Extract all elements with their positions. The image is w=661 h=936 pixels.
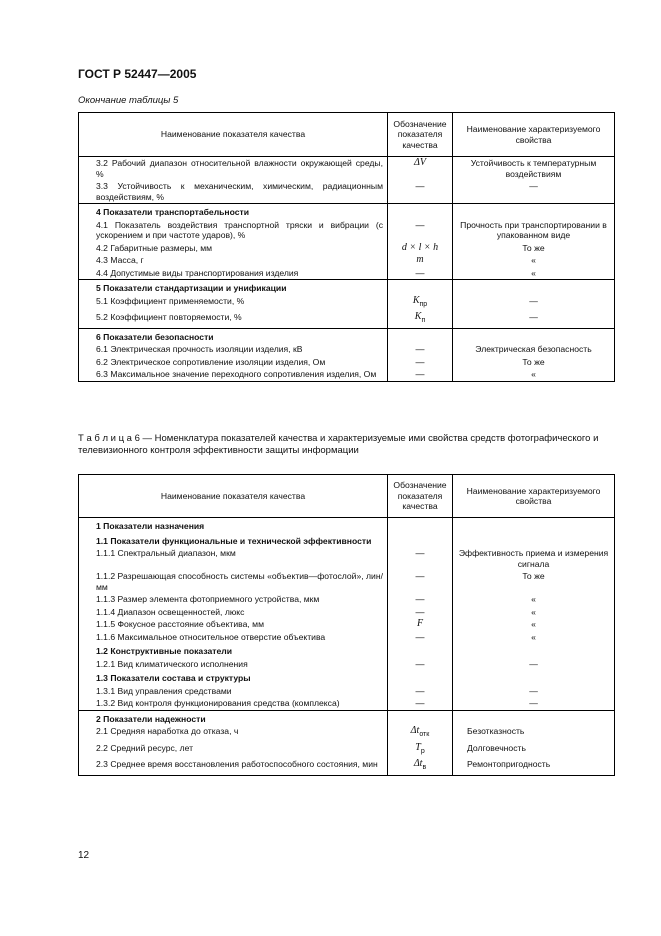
table-row [79, 518, 615, 533]
quality-indicator-name [79, 570, 388, 593]
quality-indicator-name [79, 280, 388, 295]
symbol-text: m [416, 254, 424, 265]
standard-number: ГОСТ Р 52447—2005 [78, 67, 197, 81]
indicator-symbol [388, 254, 453, 267]
table-row [79, 180, 615, 204]
indicator-text: 6.2 Электрическое сопротивление изоляции изделия, Ом [96, 356, 326, 367]
characterized-property [453, 643, 615, 658]
characterized-property: « [453, 368, 615, 381]
quality-indicator-name [79, 204, 388, 219]
indicator-text: 6.1 Электрическая прочность изоляции изделия, кВ [96, 344, 303, 354]
indicator-text: 2 Показатели надежности [96, 713, 206, 724]
indicator-symbol [388, 658, 453, 671]
indicator-symbol [388, 697, 453, 710]
table-row [79, 280, 615, 295]
indicator-text: 6 Показатели безопасности [96, 331, 214, 342]
quality-indicator-name [79, 643, 388, 658]
table-6-caption: Т а б л и ц а 6 — Номенклатура показателей качества и характеризуемые ими свойства средств фотографического и телевизионного контроля эффективности защиты информации [78, 433, 599, 456]
indicator-text: 1 Показатели назначения [96, 521, 205, 531]
table-row [79, 570, 615, 593]
quality-indicator-name [79, 758, 388, 775]
characterized-property [453, 204, 615, 219]
characterized-property [453, 533, 615, 548]
indicator-symbol [388, 311, 453, 328]
indicator-symbol [388, 157, 453, 181]
symbol-text: K [414, 311, 422, 322]
indicator-text: 1.1.3 Размер элемента фотоприемного устройства, мкм [96, 594, 320, 604]
indicator-text: 3.2 Рабочий диапазон относительной влажности окружающей среды, % [96, 158, 383, 179]
table-row [79, 742, 615, 759]
quality-indicator-name [79, 631, 388, 644]
table-row [79, 710, 615, 725]
indicator-text: 1.1 Показатели функциональные и технической эффективности [96, 535, 372, 546]
characterized-property: — [453, 311, 615, 328]
indicator-text: 4 Показатели транспортабельности [96, 207, 250, 217]
table-row [79, 343, 615, 356]
quality-indicator-name [79, 518, 388, 533]
indicator-text: 4.4 Допустимые виды транспортирования изделия [96, 267, 299, 278]
indicator-symbol [388, 685, 453, 698]
indicator-text: 1.2.1 Вид климатического исполнения [96, 658, 248, 669]
table-row [79, 658, 615, 671]
quality-indicator-name [79, 295, 388, 312]
indicator-text: 5.2 Коэффициент повторяемости, % [96, 312, 242, 322]
indicator-text: 6.3 Максимальное значение переходного сопротивления изделия, Ом [96, 369, 377, 379]
column-header-name: Наименование показателя качества [79, 475, 388, 518]
indicator-symbol [388, 758, 453, 775]
characterized-property: То же [453, 242, 615, 255]
table-row [79, 328, 615, 343]
table-continuation-label: Окончание таблицы 5 [78, 95, 179, 106]
indicator-text: 1.1.4 Диапазон освещенностей, люкс [96, 606, 245, 617]
symbol-text: — [415, 267, 425, 278]
quality-indicator-name [79, 710, 388, 725]
symbol-subscript: п [421, 317, 426, 324]
characterized-property: Ремонтопригодность [453, 758, 615, 775]
quality-indicator-name [79, 219, 388, 242]
symbol-text: — [415, 606, 425, 617]
table-row [79, 758, 615, 775]
indicator-symbol [388, 280, 453, 295]
symbol-subscript: отк [419, 731, 430, 738]
quality-indicator-name [79, 368, 388, 381]
indicator-symbol [388, 242, 453, 255]
indicator-text: 1.1.1 Спектральный диапазон, мкм [96, 548, 236, 558]
quality-indicator-name [79, 180, 388, 204]
quality-indicator-name [79, 533, 388, 548]
indicator-symbol [388, 742, 453, 759]
table-row [79, 593, 615, 606]
quality-indicator-name [79, 658, 388, 671]
characterized-property: « [453, 631, 615, 644]
quality-indicator-name [79, 254, 388, 267]
table-row [79, 533, 615, 548]
indicator-symbol [388, 643, 453, 658]
quality-indicator-name [79, 618, 388, 631]
indicator-text: 3.3 Устойчивость к механическим, химическим, радиационным воздействиям, % [96, 181, 383, 202]
indicator-text: 1.1.6 Максимальное относительное отверстие объектива [96, 631, 326, 642]
characterized-property: Электрическая безопасность [453, 343, 615, 356]
characterized-property: « [453, 618, 615, 631]
column-header-property: Наименование характеризуемого свойства [453, 475, 615, 518]
quality-indicator-name [79, 593, 388, 606]
indicator-text: 2.2 Средний ресурс, лет [96, 742, 194, 753]
table-row [79, 368, 615, 381]
symbol-text: ΔV [414, 157, 426, 168]
indicator-symbol [388, 180, 453, 204]
indicator-text: 1.3.1 Вид управления средствами [96, 685, 232, 696]
indicator-symbol [388, 518, 453, 533]
indicator-symbol [388, 295, 453, 312]
quality-indicator-name [79, 742, 388, 759]
indicator-text: 5.1 Коэффициент применяемости, % [96, 295, 245, 306]
characterized-property: Эффективность приема и измерения сигнала [453, 547, 615, 570]
symbol-text: — [415, 219, 425, 230]
characterized-property [453, 670, 615, 685]
table-row [79, 725, 615, 742]
table-6-body [79, 518, 615, 776]
symbol-text: — [415, 698, 425, 708]
characterized-property: То же [453, 356, 615, 369]
quality-indicator-name [79, 685, 388, 698]
characterized-property: « [453, 267, 615, 280]
symbol-text: K [412, 294, 420, 306]
symbol-text: — [415, 631, 425, 642]
characterized-property: — [453, 658, 615, 671]
table-row [79, 219, 615, 242]
table-5 [78, 112, 615, 382]
indicator-symbol [388, 670, 453, 685]
table-row [79, 204, 615, 219]
indicator-symbol [388, 343, 453, 356]
symbol-text: — [415, 685, 425, 696]
quality-indicator-name [79, 356, 388, 369]
column-header-property: Наименование характеризуемого свойства [453, 113, 615, 157]
indicator-symbol [388, 356, 453, 369]
indicator-text: 1.3.2 Вид контроля функционирования средства (комплекса) [96, 698, 340, 708]
quality-indicator-name [79, 328, 388, 343]
indicator-symbol [388, 533, 453, 548]
indicator-text: 2.1 Средняя наработка до отказа, ч [96, 726, 239, 736]
indicator-text: 4.1 Показатель воздействия транспортной тряски и вибрации (с ускорением и при частоте ударов), % [96, 219, 383, 240]
quality-indicator-name [79, 157, 388, 181]
characterized-property [453, 518, 615, 533]
indicator-symbol [388, 725, 453, 742]
symbol-text: — [415, 181, 425, 191]
column-header-symbol: Обозначение показателя качества [388, 113, 453, 157]
indicator-text: 1.3 Показатели состава и структуры [96, 673, 251, 683]
indicator-symbol [388, 547, 453, 570]
characterized-property [453, 280, 615, 295]
indicator-text: 1.1.2 Разрешающая способность системы «объектив—фотослой», лин/мм [96, 571, 383, 592]
table-5-body [79, 157, 615, 382]
indicator-symbol [388, 710, 453, 725]
symbol-text: — [415, 356, 425, 367]
symbol-text: T [415, 741, 421, 753]
table-row [79, 697, 615, 710]
quality-indicator-name [79, 343, 388, 356]
table-row [79, 295, 615, 312]
characterized-property: — [453, 180, 615, 204]
symbol-text: Δt [410, 725, 420, 736]
characterized-property: — [453, 295, 615, 312]
characterized-property: Устойчивость к температурным воздействиям [453, 157, 615, 181]
table-6 [78, 474, 615, 776]
symbol-text: — [415, 571, 425, 581]
table-row [79, 643, 615, 658]
table-row [79, 356, 615, 369]
symbol-text: F [416, 618, 424, 629]
quality-indicator-name [79, 606, 388, 619]
column-header-symbol: Обозначение показателя качества [388, 475, 453, 518]
characterized-property: « [453, 606, 615, 619]
table-row [79, 670, 615, 685]
table-row [79, 606, 615, 619]
characterized-property: Безотказность [453, 725, 615, 742]
quality-indicator-name [79, 267, 388, 280]
table-row [79, 631, 615, 644]
page-number: 12 [78, 850, 90, 861]
indicator-symbol [388, 606, 453, 619]
quality-indicator-name [79, 725, 388, 742]
quality-indicator-name [79, 311, 388, 328]
table-row [79, 254, 615, 267]
symbol-subscript: р [420, 747, 425, 755]
characterized-property: « [453, 254, 615, 267]
characterized-property: — [453, 697, 615, 710]
table-row [79, 547, 615, 570]
indicator-text: 4.2 Габаритные размеры, мм [96, 242, 213, 253]
quality-indicator-name [79, 670, 388, 685]
quality-indicator-name [79, 242, 388, 255]
indicator-symbol [388, 368, 453, 381]
indicator-symbol [388, 593, 453, 606]
table-row [79, 618, 615, 631]
indicator-text: 4.3 Масса, г [96, 255, 144, 265]
symbol-text: — [415, 658, 425, 669]
symbol-text: — [415, 548, 425, 558]
indicator-symbol [388, 219, 453, 242]
table-row [79, 267, 615, 280]
indicator-text: 2.3 Среднее время восстановления работоспособного состояния, мин [96, 759, 378, 769]
characterized-property: Долговечность [453, 742, 615, 759]
indicator-symbol [388, 631, 453, 644]
symbol-text: — [415, 369, 425, 379]
table-row [79, 311, 615, 328]
indicator-text: 5 Показатели стандартизации и унификации [96, 283, 287, 293]
indicator-symbol [388, 267, 453, 280]
quality-indicator-name [79, 547, 388, 570]
indicator-symbol [388, 204, 453, 219]
characterized-property [453, 710, 615, 725]
indicator-text: 1.1.5 Фокусное расстояние объектива, мм [96, 619, 264, 629]
column-header-name: Наименование показателя качества [79, 113, 388, 157]
indicator-symbol [388, 618, 453, 631]
symbol-text: — [415, 344, 425, 354]
characterized-property: — [453, 685, 615, 698]
symbol-subscript: в [422, 764, 427, 771]
table-row [79, 157, 615, 181]
indicator-symbol [388, 570, 453, 593]
characterized-property [453, 328, 615, 343]
symbol-text: — [415, 594, 425, 604]
symbol-text: d × l × h [401, 241, 439, 253]
characterized-property: Прочность при транспортировании в упакованном виде [453, 219, 615, 242]
quality-indicator-name [79, 697, 388, 710]
indicator-symbol [388, 328, 453, 343]
table-row [79, 685, 615, 698]
table-row [79, 242, 615, 255]
characterized-property: « [453, 593, 615, 606]
characterized-property: То же [453, 570, 615, 593]
symbol-subscript: пр [419, 300, 428, 308]
symbol-text: Δt [413, 758, 423, 769]
indicator-text: 1.2 Конструктивные показатели [96, 646, 232, 656]
